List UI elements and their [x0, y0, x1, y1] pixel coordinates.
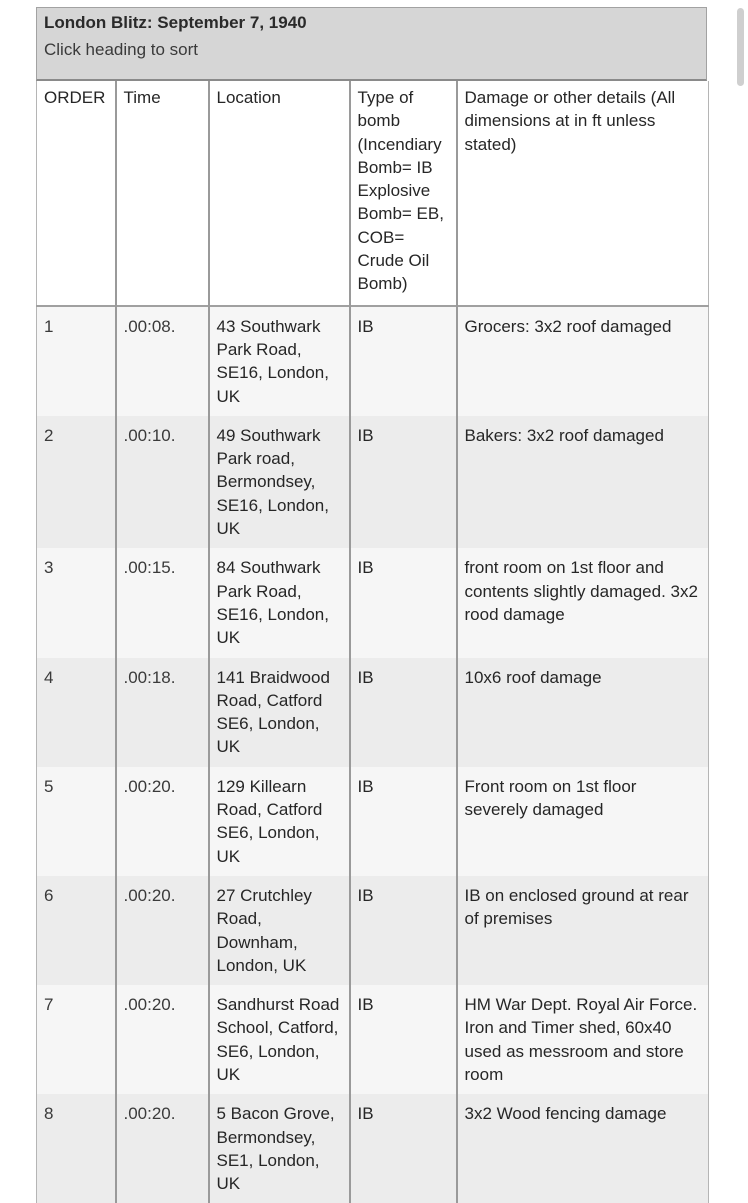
cell-details: HM War Dept. Royal Air Force. Iron and Timer shed, 60x40 used as messroom and store room — [457, 985, 709, 1094]
column-header-bomb-type[interactable]: Type of bomb (Incendiary Bomb= IB Explosive Bomb= EB, COB= Crude Oil Bomb) — [350, 81, 457, 306]
cell-order: 8 — [37, 1094, 116, 1203]
cell-location: 43 Southwark Park Road, SE16, London, UK — [209, 306, 350, 416]
cell-location: 141 Braidwood Road, Catford SE6, London, UK — [209, 658, 350, 767]
cell-time: .00:20. — [116, 876, 209, 985]
table-caption — [36, 7, 707, 81]
cell-order: 3 — [37, 548, 116, 657]
cell-time: .00:10. — [116, 416, 209, 548]
cell-bomb-type: IB — [350, 985, 457, 1094]
cell-time: .00:20. — [116, 1094, 209, 1203]
column-header-details[interactable]: Damage or other details (All dimensions at in ft unless stated) — [457, 81, 709, 306]
cell-location: Sandhurst Road School, Catford, SE6, London, UK — [209, 985, 350, 1094]
column-header-location[interactable]: Location — [209, 81, 350, 306]
table-row — [37, 767, 709, 876]
cell-order: 1 — [37, 306, 116, 416]
cell-bomb-type: IB — [350, 416, 457, 548]
header-row — [37, 81, 709, 306]
table-title: London Blitz: September 7, 1940 — [44, 13, 307, 32]
cell-details: front room on 1st floor and contents slightly damaged. 3x2 rood damage — [457, 548, 709, 657]
cell-bomb-type: IB — [350, 767, 457, 876]
table-row — [37, 416, 709, 548]
cell-location: 84 Southwark Park Road, SE16, London, UK — [209, 548, 350, 657]
cell-location: 129 Killearn Road, Catford SE6, London, UK — [209, 767, 350, 876]
cell-time: .00:08. — [116, 306, 209, 416]
column-header-order[interactable]: ORDER — [37, 81, 116, 306]
table-row — [37, 548, 709, 657]
cell-time: .00:18. — [116, 658, 209, 767]
cell-order: 5 — [37, 767, 116, 876]
sort-hint: Click heading to sort — [44, 40, 199, 59]
cell-details: IB on enclosed ground at rear of premises — [457, 876, 709, 985]
cell-time: .00:20. — [116, 767, 209, 876]
vertical-scrollbar[interactable] — [737, 0, 745, 90]
table-row — [37, 1094, 709, 1203]
cell-order: 7 — [37, 985, 116, 1094]
cell-time: .00:15. — [116, 548, 209, 657]
cell-details: Grocers: 3x2 roof damaged — [457, 306, 709, 416]
cell-location: 49 Southwark Park road, Bermondsey, SE16, London, UK — [209, 416, 350, 548]
cell-order: 6 — [37, 876, 116, 985]
cell-location: 27 Crutchley Road, Downham, London, UK — [209, 876, 350, 985]
cell-details: Front room on 1st floor severely damaged — [457, 767, 709, 876]
table-row — [37, 876, 709, 985]
cell-details: Bakers: 3x2 roof damaged — [457, 416, 709, 548]
cell-bomb-type: IB — [350, 1094, 457, 1203]
cell-bomb-type: IB — [350, 306, 457, 416]
table-row — [37, 306, 709, 416]
cell-bomb-type: IB — [350, 548, 457, 657]
column-header-time[interactable]: Time — [116, 81, 209, 306]
cell-details: 10x6 roof damage — [457, 658, 709, 767]
cell-time: .00:20. — [116, 985, 209, 1094]
scrollbar-thumb[interactable] — [737, 8, 744, 86]
blitz-table — [36, 81, 709, 1203]
cell-bomb-type: IB — [350, 658, 457, 767]
table-row — [37, 658, 709, 767]
cell-details: 3x2 Wood fencing damage — [457, 1094, 709, 1203]
cell-bomb-type: IB — [350, 876, 457, 985]
cell-order: 2 — [37, 416, 116, 548]
cell-location: 5 Bacon Grove, Bermondsey, SE1, London, UK — [209, 1094, 350, 1203]
table-row — [37, 985, 709, 1094]
cell-order: 4 — [37, 658, 116, 767]
